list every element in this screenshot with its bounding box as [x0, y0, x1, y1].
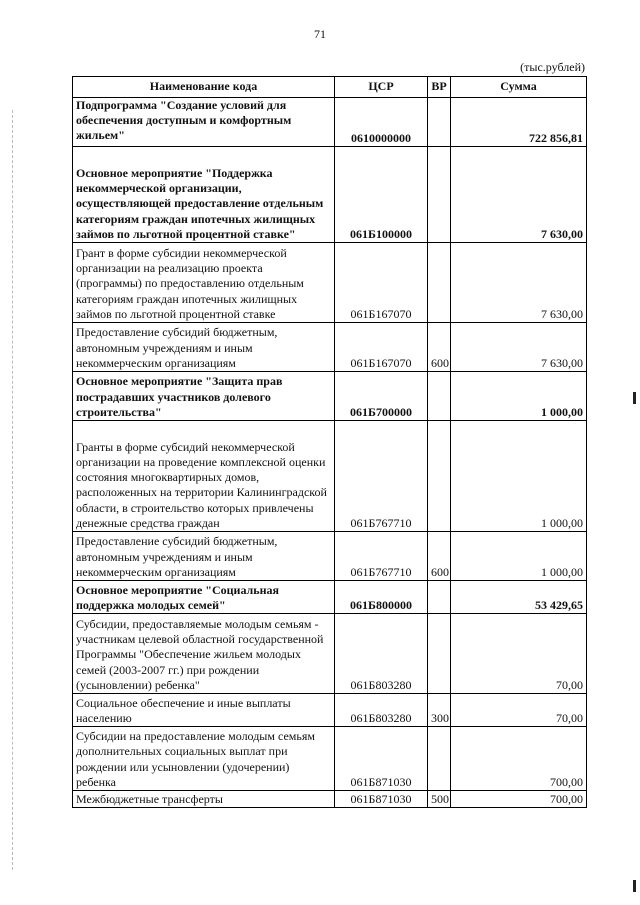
row-name: Грант в форме субсидии некоммерческой организации на реализацию проекта (программы) по предоставлению отдельным категориям граждан ипотечных жилищных займов по льготной процентной ставке: [73, 243, 335, 323]
row-csr: 061Б700000: [335, 372, 428, 421]
row-name: Основное мероприятие "Защита прав пострадавших участников долевого строительства": [73, 372, 335, 421]
row-vr: [428, 147, 451, 243]
row-vr: [428, 421, 451, 532]
row-sum: 700,00: [451, 727, 587, 791]
row-sum: 700,00: [451, 791, 587, 808]
row-csr: 061Б871030: [335, 727, 428, 791]
row-vr: [428, 243, 451, 323]
row-csr: 061Б803280: [335, 614, 428, 694]
row-csr: 061Б167070: [335, 323, 428, 372]
header-sum: Сумма: [451, 77, 587, 98]
table-row: [73, 532, 587, 581]
row-csr: 061Б100000: [335, 147, 428, 243]
edge-mark: [633, 880, 636, 892]
row-sum: 70,00: [451, 694, 587, 727]
row-name: Предоставление субсидий бюджетным, автономным учреждениям и иным некоммерческим организациям: [73, 323, 335, 372]
row-name: Субсидии на предоставление молодым семьям дополнительных социальных выплат при рождении или усыновлении (удочерении) ребенка: [73, 727, 335, 791]
table-row: [73, 727, 587, 791]
table-row: [73, 98, 587, 147]
header-csr: ЦСР: [335, 77, 428, 98]
page-number: 71: [314, 27, 326, 41]
row-vr: [428, 372, 451, 421]
row-vr: 300: [428, 694, 451, 727]
row-sum: 1 000,00: [451, 372, 587, 421]
row-sum: 722 856,81: [451, 98, 587, 147]
row-sum: 7 630,00: [451, 147, 587, 243]
row-name: Предоставление субсидий бюджетным, автономным учреждениям и иным некоммерческим организациям: [73, 532, 335, 581]
row-name: Межбюджетные трансферты: [73, 791, 335, 808]
row-vr: 600: [428, 323, 451, 372]
table-row: [73, 372, 587, 421]
row-vr: [428, 727, 451, 791]
row-name: Субсидии, предоставляемые молодым семьям - участникам целевой областной государственной Программы "Обеспечение жильем молодых семей (2003-2007 гг.) при рождении (усыновлении) ребенка": [73, 614, 335, 694]
table-body: [73, 98, 587, 808]
row-vr: [428, 614, 451, 694]
row-csr: 061Б803280: [335, 694, 428, 727]
row-csr: 061Б871030: [335, 791, 428, 808]
row-name: Подпрограмма "Создание условий для обеспечения доступным и комфортным жильем": [73, 98, 335, 147]
table-row: [73, 694, 587, 727]
row-vr: 600: [428, 532, 451, 581]
row-vr: [428, 98, 451, 147]
row-sum: 1 000,00: [451, 421, 587, 532]
table-row: [73, 614, 587, 694]
header-vr: ВР: [428, 77, 451, 98]
row-sum: 1 000,00: [451, 532, 587, 581]
row-name: Социальное обеспечение и иные выплаты населению: [73, 694, 335, 727]
table-header-row: [73, 77, 587, 98]
row-sum: 53 429,65: [451, 581, 587, 614]
row-csr: 061Б167070: [335, 243, 428, 323]
row-name: Основное мероприятие "Поддержка некоммерческой организации, осуществляющей предоставление отдельным категориям граждан ипотечных жилищных займов по льготной процентной ставке": [73, 147, 335, 243]
row-sum: 7 630,00: [451, 243, 587, 323]
row-name: Основное мероприятие "Социальная поддержка молодых семей": [73, 581, 335, 614]
table-row: [73, 581, 587, 614]
table-row: [73, 243, 587, 323]
row-sum: 7 630,00: [451, 323, 587, 372]
edge-mark: [633, 392, 636, 404]
table-row: [73, 791, 587, 808]
row-sum: 70,00: [451, 614, 587, 694]
header-name: Наименование кода: [73, 77, 335, 98]
table-row: [73, 147, 587, 243]
row-name: Гранты в форме субсидий некоммерческой организации на проведение комплексной оценки состояния многоквартирных домов, расположенных на территории Калининградской области, в строительство которых привлечены денежные средства граждан: [73, 421, 335, 532]
row-vr: 500: [428, 791, 451, 808]
row-csr: 061Б800000: [335, 581, 428, 614]
row-vr: [428, 581, 451, 614]
row-csr: 061Б767710: [335, 532, 428, 581]
table-row: [73, 323, 587, 372]
table-row: [73, 421, 587, 532]
row-csr: 061Б767710: [335, 421, 428, 532]
units-label: (тыс.рублей): [520, 60, 585, 74]
budget-table: [72, 76, 587, 808]
row-csr: 0610000000: [335, 98, 428, 147]
margin-line: [12, 110, 13, 870]
